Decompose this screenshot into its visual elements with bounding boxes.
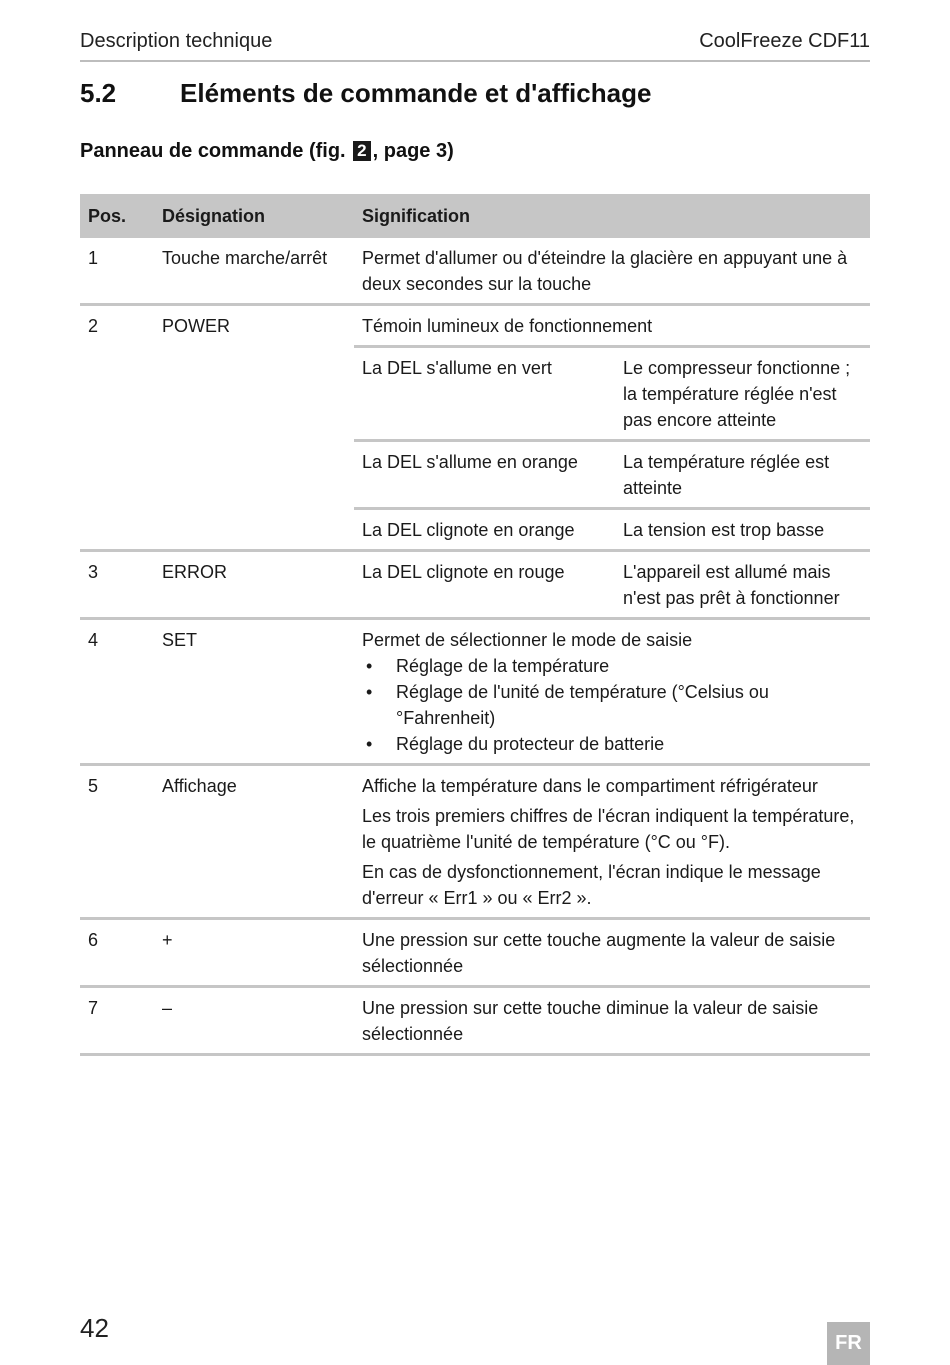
row-designation: SET bbox=[154, 619, 354, 765]
row-designation: ERROR bbox=[154, 551, 354, 619]
led-state: La DEL clignote en orange bbox=[354, 509, 615, 551]
figure-number-badge: 2 bbox=[353, 141, 370, 161]
row-pos: 5 bbox=[80, 765, 154, 919]
page-header bbox=[80, 30, 870, 62]
table-row bbox=[80, 919, 870, 987]
led-state: La DEL s'allume en vert bbox=[354, 347, 615, 441]
section-title bbox=[80, 78, 651, 109]
display-paragraph: En cas de dysfonctionnement, l'écran indique le message d'erreur « Err1 » ou « Err2 ». bbox=[362, 862, 821, 908]
subtitle-page-ref: , page 3) bbox=[372, 140, 454, 162]
table-row bbox=[80, 987, 870, 1055]
row-designation: + bbox=[154, 919, 354, 987]
row-pos: 1 bbox=[80, 238, 154, 305]
row-pos: 3 bbox=[80, 551, 154, 619]
table-row bbox=[80, 765, 870, 919]
row-designation: – bbox=[154, 987, 354, 1055]
control-panel-table bbox=[80, 194, 870, 1056]
list-item: • Réglage du protecteur de batterie bbox=[362, 731, 862, 757]
table-row bbox=[80, 305, 870, 347]
row-signification: Une pression sur cette touche augmente la valeur de saisie sélectionnée bbox=[354, 919, 870, 987]
led-state: La DEL s'allume en orange bbox=[354, 441, 615, 509]
subtitle-text: Panneau de commande (fig. bbox=[80, 140, 346, 162]
led-meaning: La tension est trop basse bbox=[615, 509, 870, 551]
header-signification: Signification bbox=[354, 194, 870, 238]
section-heading: Eléments de commande et d'affichage bbox=[180, 78, 652, 108]
header-product-name: CoolFreeze CDF11 bbox=[699, 30, 870, 52]
list-item: • Réglage de la température bbox=[362, 653, 862, 679]
header-section-name: Description technique bbox=[80, 30, 273, 52]
row-signification bbox=[354, 765, 870, 919]
led-state: La DEL clignote en rouge bbox=[354, 551, 615, 619]
table-row bbox=[80, 619, 870, 765]
row-signification: Une pression sur cette touche diminue la valeur de saisie sélectionnée bbox=[354, 987, 870, 1055]
table-header-row bbox=[80, 194, 870, 238]
led-meaning: Le compresseur fonctionne ; la température réglée n'est pas encore atteinte bbox=[615, 347, 870, 441]
section-number: 5.2 bbox=[80, 78, 117, 108]
row-signification: Permet d'allumer ou d'éteindre la glacière en appuyant une à deux secondes sur la touche bbox=[354, 238, 870, 305]
table-row bbox=[80, 238, 870, 305]
subsection-title bbox=[80, 140, 454, 163]
page-number: 42 bbox=[80, 1313, 109, 1343]
set-description: Permet de sélectionner le mode de saisie bbox=[362, 630, 693, 650]
header-pos: Pos. bbox=[80, 194, 154, 238]
display-paragraph: Affiche la température dans le compartiment réfrigérateur bbox=[362, 776, 818, 796]
row-designation: Touche marche/arrêt bbox=[154, 238, 354, 305]
led-meaning: La température réglée est atteinte bbox=[615, 441, 870, 509]
row-pos: 2 bbox=[80, 305, 154, 551]
led-meaning: L'appareil est allumé mais n'est pas prêt à fonctionner bbox=[615, 551, 870, 619]
row-pos: 7 bbox=[80, 987, 154, 1055]
row-signification: Témoin lumineux de fonctionnement bbox=[354, 305, 870, 347]
row-designation: POWER bbox=[154, 305, 354, 551]
row-pos: 4 bbox=[80, 619, 154, 765]
row-signification bbox=[354, 619, 870, 765]
set-options-list bbox=[362, 653, 862, 757]
header-designation: Désignation bbox=[154, 194, 354, 238]
table-row bbox=[80, 551, 870, 619]
list-item: • Réglage de l'unité de température (°Celsius ou °Fahrenheit) bbox=[362, 679, 862, 731]
display-paragraph: Les trois premiers chiffres de l'écran indiquent la température, le quatrième l'unité de température (°C ou °F). bbox=[362, 806, 855, 852]
language-tab: FR bbox=[827, 1322, 870, 1365]
row-designation: Affichage bbox=[154, 765, 354, 919]
row-pos: 6 bbox=[80, 919, 154, 987]
